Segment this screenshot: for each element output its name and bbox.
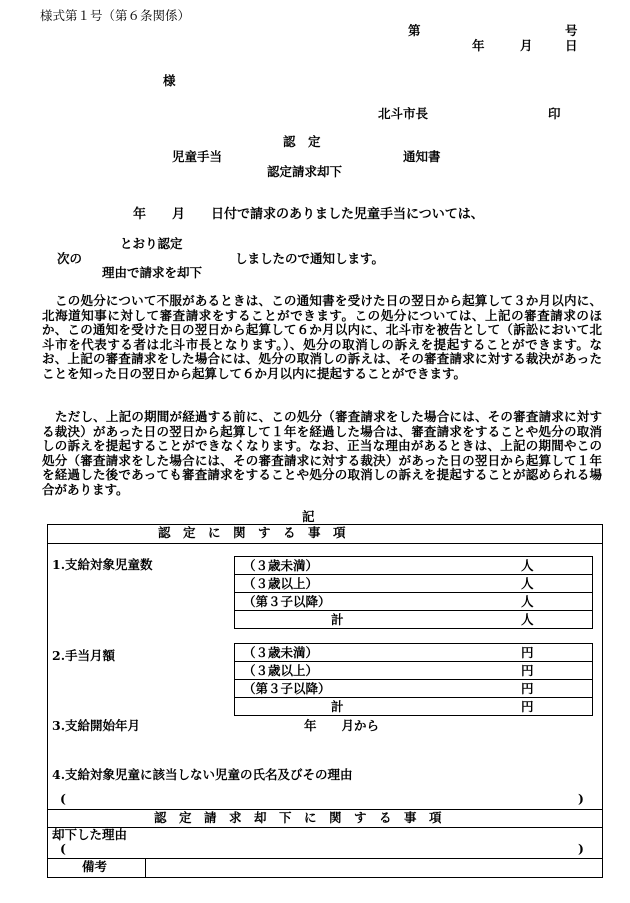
reject-reason-label: 却下した理由 bbox=[52, 827, 128, 842]
intro-choice-prefix: 次の bbox=[57, 251, 83, 266]
intro-line1: 年 月 日付で請求のありました児童手当については、 bbox=[133, 207, 484, 222]
divider bbox=[48, 543, 602, 544]
item3-value: 年 月から bbox=[304, 718, 380, 733]
amount-row: 計 円 bbox=[331, 699, 534, 714]
issuer-name: 北斗市長 bbox=[378, 106, 429, 121]
item4-label: 4.支給対象児童に該当しない児童の氏名及びその理由 bbox=[52, 767, 353, 782]
section1-title: 認 定 に 関 す る 事 項 bbox=[158, 525, 346, 540]
title-approve: 認 定 bbox=[283, 134, 321, 149]
amount-row: （第３子以降） 円 bbox=[235, 680, 592, 698]
ki-mark: 記 bbox=[302, 509, 315, 524]
number-prefix: 第 bbox=[408, 23, 421, 38]
item1-label: 1.支給対象児童数 bbox=[52, 557, 153, 572]
seal-mark: 印 bbox=[548, 106, 561, 121]
title-right: 通知書 bbox=[403, 149, 441, 164]
date-month: 月 bbox=[520, 38, 533, 53]
amount-row: （３歳以上） 円 bbox=[235, 662, 592, 680]
item4-paren-open: ( bbox=[60, 791, 66, 806]
intro-choice-bottom: 理由で請求を却下 bbox=[102, 265, 203, 280]
divider bbox=[48, 827, 602, 828]
notice-paragraph-1: この処分について不服があるときは、この通知書を受けた日の翌日から起算して３か月以内に、北海道知事に対して審査請求をすることができます。この処分については、上記の審査請求のほか、この通知を受けた日の翌日から起算して６か月以内に、北斗市を被告として（訴訟において北斗市を代表する者は北斗市長となります。）、処分の取消しの訴えを提起することができます。なお、上記の審査請求をした場合には、処分の取消しの訴えは、その審査請求に対する裁決があったことを知った日の翌日から起算して６か月以内に提起することができます。 bbox=[42, 293, 602, 381]
recipient-honorific: 様 bbox=[163, 73, 176, 88]
remarks-divider bbox=[145, 858, 146, 877]
item2-label: 2.手当月額 bbox=[52, 648, 116, 663]
title-left: 児童手当 bbox=[172, 149, 223, 164]
remarks-label: 備考 bbox=[82, 859, 108, 874]
detail-table bbox=[47, 524, 603, 878]
children-row: （３歳未満） 人 bbox=[235, 557, 592, 575]
children-row: （第３子以降） 人 bbox=[235, 593, 592, 611]
date-year: 年 bbox=[472, 38, 485, 53]
intro-choice-top: とおり認定 bbox=[120, 236, 183, 251]
reject-paren-close: ) bbox=[578, 841, 584, 856]
number-suffix: 号 bbox=[565, 23, 578, 38]
form-label: 様式第１号（第６条関係） bbox=[40, 8, 191, 23]
monthly-amount-box bbox=[234, 643, 593, 716]
children-count-box bbox=[234, 556, 593, 629]
intro-choice-suffix: しましたので通知します。 bbox=[235, 251, 385, 266]
item4-paren-close: ) bbox=[578, 791, 584, 806]
item3-label: 3.支給開始年月 bbox=[52, 718, 141, 733]
date-day: 日 bbox=[565, 38, 578, 53]
reject-paren-open: ( bbox=[60, 841, 66, 856]
section2-title: 認 定 請 求 却 下 に 関 す る 事 項 bbox=[154, 810, 442, 825]
divider bbox=[48, 858, 602, 859]
children-row: （３歳以上） 人 bbox=[235, 575, 592, 593]
amount-row: （３歳未満） 円 bbox=[235, 644, 592, 662]
notice-paragraph-2: ただし、上記の期間が経過する前に、この処分（審査請求をした場合には、その審査請求に対する裁決）があった日の翌日から起算して１年を経過した場合は、審査請求をすることや処分の取消しの訴えを提起することができなくなります。なお、正当な理由があるときは、上記の期間やこの処分（審査請求をした場合には、その審査請求に対する裁決）があった日の翌日から起算して１年を経過した後であっても審査請求をすることや処分の取消しの訴えを提起することが認められる場合があります。 bbox=[42, 409, 602, 497]
children-row: 計 人 bbox=[331, 612, 534, 627]
title-reject: 認定請求却下 bbox=[267, 164, 343, 179]
